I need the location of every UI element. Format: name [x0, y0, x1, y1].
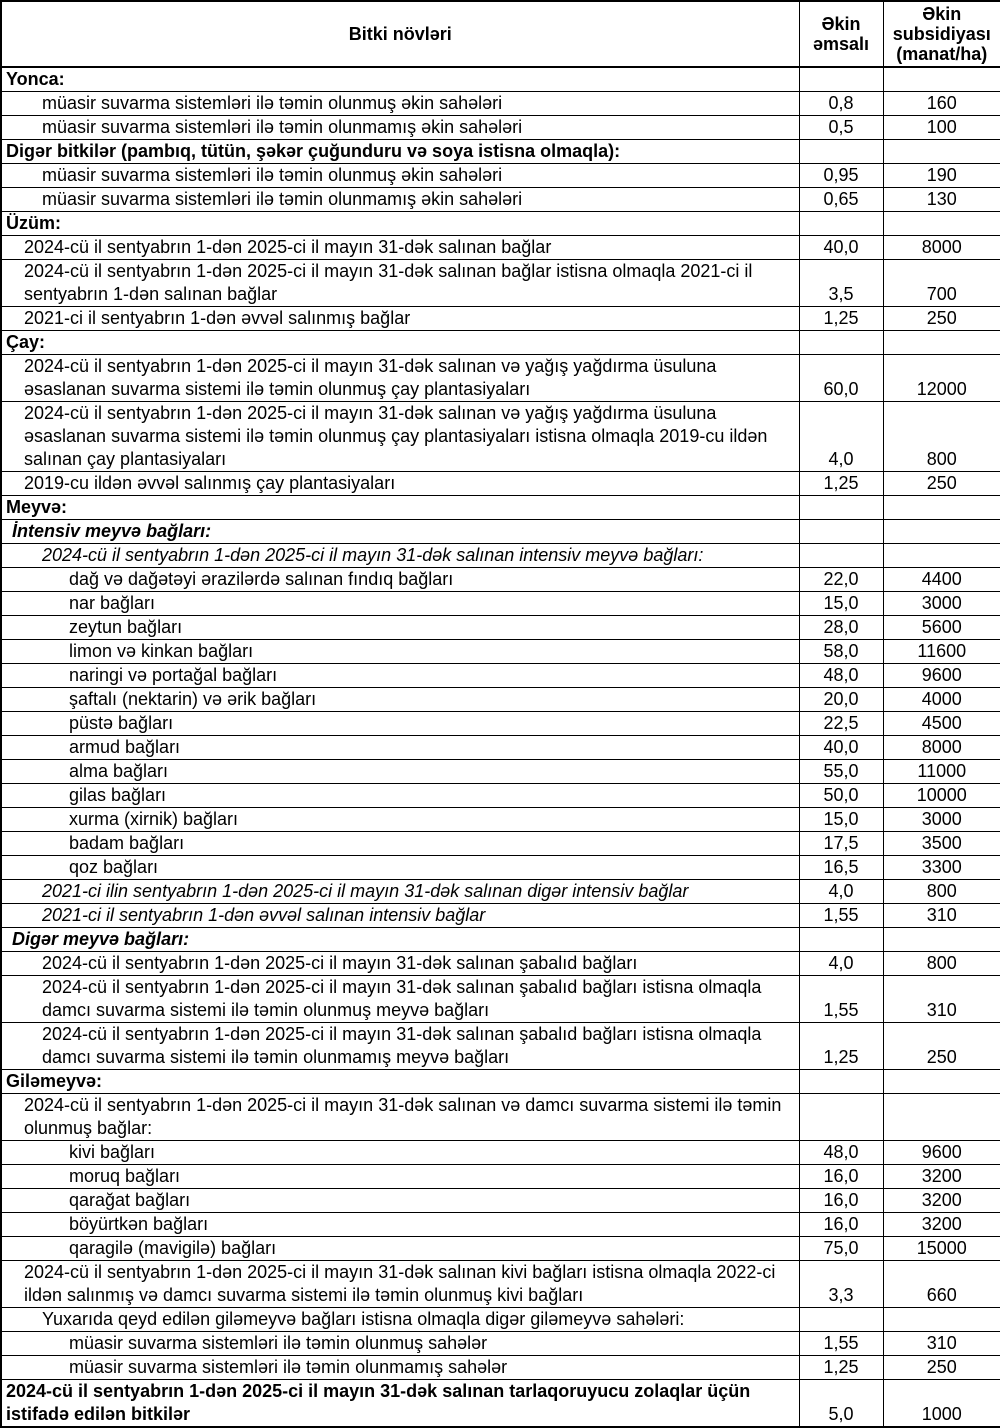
coefficient-cell	[799, 1094, 883, 1141]
coefficient-cell	[799, 496, 883, 520]
plant-type-cell: qarağat bağları	[1, 1189, 799, 1213]
subsidy-cell	[883, 520, 1000, 544]
plant-type-cell: limon və kinkan bağları	[1, 640, 799, 664]
subsidy-cell	[883, 928, 1000, 952]
plant-type-cell: Meyvə:	[1, 496, 799, 520]
coefficient-cell: 3,5	[799, 260, 883, 307]
subsidy-cell: 310	[883, 1332, 1000, 1356]
table-row	[1, 212, 1000, 236]
coefficient-cell: 20,0	[799, 688, 883, 712]
coefficient-cell: 0,65	[799, 188, 883, 212]
coefficient-cell: 0,8	[799, 92, 883, 116]
table-row	[1, 688, 1000, 712]
coefficient-cell	[799, 520, 883, 544]
coefficient-cell: 0,95	[799, 164, 883, 188]
coefficient-cell: 60,0	[799, 355, 883, 402]
subsidy-cell: 11000	[883, 760, 1000, 784]
plant-type-cell: 2024-cü il sentyabrın 1-dən 2025-ci il mayın 31-dək salınan bağlar istisna olmaqla 2021-ci il sentyabrın 1-dən salınan bağlar	[1, 260, 799, 307]
coefficient-cell: 48,0	[799, 664, 883, 688]
header-plant-types: Bitki növləri	[1, 1, 799, 67]
table-row	[1, 856, 1000, 880]
subsidy-cell	[883, 1070, 1000, 1094]
plant-type-cell: naringi və portağal bağları	[1, 664, 799, 688]
plant-type-cell: Digər meyvə bağları:	[1, 928, 799, 952]
subsidy-cell: 130	[883, 188, 1000, 212]
plant-type-cell: 2021-ci ilin sentyabrın 1-dən 2025-ci il mayın 31-dək salınan digər intensiv bağlar	[1, 880, 799, 904]
subsidy-cell	[883, 1308, 1000, 1332]
coefficient-cell: 15,0	[799, 592, 883, 616]
plant-type-cell: Digər bitkilər (pambıq, tütün, şəkər çuğunduru və soya istisna olmaqla):	[1, 140, 799, 164]
coefficient-cell	[799, 928, 883, 952]
plant-type-cell: Çay:	[1, 331, 799, 355]
subsidy-cell	[883, 544, 1000, 568]
table-row	[1, 92, 1000, 116]
subsidy-cell: 250	[883, 1023, 1000, 1070]
header-row	[1, 1, 1000, 67]
subsidy-cell: 310	[883, 976, 1000, 1023]
subsidy-cell: 3300	[883, 856, 1000, 880]
coefficient-cell: 1,25	[799, 307, 883, 331]
subsidy-cell: 660	[883, 1261, 1000, 1308]
table-row	[1, 1380, 1000, 1428]
table-row	[1, 712, 1000, 736]
coefficient-cell: 15,0	[799, 808, 883, 832]
table-row	[1, 67, 1000, 92]
plant-type-cell: armud bağları	[1, 736, 799, 760]
table-row	[1, 164, 1000, 188]
coefficient-cell: 40,0	[799, 736, 883, 760]
subsidy-cell	[883, 140, 1000, 164]
plant-type-cell: 2024-cü il sentyabrın 1-dən 2025-ci il mayın 31-dək salınan şabalıd bağları istisna olmaqla damcı suvarma sistemi ilə təmin olunmamış meyvə bağları	[1, 1023, 799, 1070]
coefficient-cell: 28,0	[799, 616, 883, 640]
subsidy-cell: 12000	[883, 355, 1000, 402]
subsidy-cell: 100	[883, 116, 1000, 140]
table-row	[1, 544, 1000, 568]
table-row	[1, 928, 1000, 952]
coefficient-cell	[799, 331, 883, 355]
table-row	[1, 1189, 1000, 1213]
plant-type-cell: 2019-cu ildən əvvəl salınmış çay plantasiyaları	[1, 472, 799, 496]
table-row	[1, 116, 1000, 140]
plant-type-cell: xurma (xirnik) bağları	[1, 808, 799, 832]
plant-type-cell: müasir suvarma sistemləri ilə təmin olunmamış əkin sahələri	[1, 116, 799, 140]
table-row	[1, 260, 1000, 307]
subsidy-cell: 3500	[883, 832, 1000, 856]
coefficient-cell: 1,25	[799, 472, 883, 496]
table-row	[1, 236, 1000, 260]
table-row	[1, 592, 1000, 616]
subsidy-cell: 3000	[883, 808, 1000, 832]
header-sowing-coefficient: Əkin əmsalı	[799, 1, 883, 67]
coefficient-cell: 5,0	[799, 1380, 883, 1428]
coefficient-cell: 55,0	[799, 760, 883, 784]
plant-type-cell: Üzüm:	[1, 212, 799, 236]
plant-type-cell: 2021-ci il sentyabrın 1-dən əvvəl salınmış bağlar	[1, 307, 799, 331]
coefficient-cell: 1,25	[799, 1023, 883, 1070]
coefficient-cell	[799, 544, 883, 568]
plant-type-cell: püstə bağları	[1, 712, 799, 736]
plant-type-cell: 2024-cü il sentyabrın 1-dən 2025-ci il mayın 31-dək salınan intensiv meyvə bağları:	[1, 544, 799, 568]
coefficient-cell	[799, 1070, 883, 1094]
coefficient-cell	[799, 212, 883, 236]
table-row	[1, 736, 1000, 760]
table-row	[1, 1308, 1000, 1332]
table-row	[1, 784, 1000, 808]
table-body	[1, 67, 1000, 1427]
coefficient-cell: 75,0	[799, 1237, 883, 1261]
subsidy-cell: 3200	[883, 1213, 1000, 1237]
table-row	[1, 1070, 1000, 1094]
plant-type-cell: alma bağları	[1, 760, 799, 784]
coefficient-cell: 3,3	[799, 1261, 883, 1308]
coefficient-cell: 0,5	[799, 116, 883, 140]
table-row	[1, 307, 1000, 331]
plant-type-cell: şaftalı (nektarin) və ərik bağları	[1, 688, 799, 712]
subsidy-cell: 190	[883, 164, 1000, 188]
subsidy-cell: 4500	[883, 712, 1000, 736]
coefficient-cell: 1,25	[799, 1356, 883, 1380]
subsidy-cell: 9600	[883, 664, 1000, 688]
table-row	[1, 760, 1000, 784]
subsidy-cell: 3200	[883, 1189, 1000, 1213]
table-header	[1, 1, 1000, 67]
plant-type-cell: 2024-cü il sentyabrın 1-dən 2025-ci il mayın 31-dək salınan və yağış yağdırma üsuluna əsaslanan suvarma sistemi ilə təmin olunmuş çay plantasiyaları istisna olmaqla 2019-cu ildən salınan çay plantasiyaları	[1, 402, 799, 472]
coefficient-cell: 48,0	[799, 1141, 883, 1165]
coefficient-cell: 1,55	[799, 904, 883, 928]
table-row	[1, 952, 1000, 976]
table-row	[1, 976, 1000, 1023]
subsidy-cell: 15000	[883, 1237, 1000, 1261]
table-row	[1, 355, 1000, 402]
coefficient-cell	[799, 67, 883, 92]
plant-type-cell: qoz bağları	[1, 856, 799, 880]
table-row	[1, 140, 1000, 164]
subsidy-cell: 4000	[883, 688, 1000, 712]
plant-type-cell: zeytun bağları	[1, 616, 799, 640]
table-row	[1, 1094, 1000, 1141]
subsidy-cell: 4400	[883, 568, 1000, 592]
plant-type-cell: 2024-cü il sentyabrın 1-dən 2025-ci il mayın 31-dək salınan və damcı suvarma sistemi ilə təmin olunmuş bağlar:	[1, 1094, 799, 1141]
plant-type-cell: Giləmeyvə:	[1, 1070, 799, 1094]
coefficient-cell: 50,0	[799, 784, 883, 808]
subsidy-cell: 8000	[883, 236, 1000, 260]
subsidy-cell	[883, 496, 1000, 520]
subsidy-cell: 9600	[883, 1141, 1000, 1165]
coefficient-cell: 16,5	[799, 856, 883, 880]
plant-type-cell: 2024-cü il sentyabrın 1-dən 2025-ci il mayın 31-dək salınan şabalıd bağları	[1, 952, 799, 976]
table-row	[1, 1023, 1000, 1070]
subsidy-cell: 3200	[883, 1165, 1000, 1189]
plant-type-cell: gilas bağları	[1, 784, 799, 808]
plant-type-cell: 2024-cü il sentyabrın 1-dən 2025-ci il mayın 31-dək salınan kivi bağları istisna olmaqla 2022-ci ildən salınmış və damcı suvarma sistemi ilə təmin olunmuş kivi bağları	[1, 1261, 799, 1308]
coefficient-cell: 1,55	[799, 976, 883, 1023]
subsidy-cell: 800	[883, 952, 1000, 976]
plant-type-cell: müasir suvarma sistemləri ilə təmin olunmuş sahələr	[1, 1332, 799, 1356]
plant-type-cell: dağ və dağətəyi ərazilərdə salınan fındıq bağları	[1, 568, 799, 592]
plant-type-cell: 2024-cü il sentyabrın 1-dən 2025-ci il mayın 31-dək salınan şabalıd bağları istisna olmaqla damcı suvarma sistemi ilə təmin olunmuş meyvə bağları	[1, 976, 799, 1023]
coefficient-cell: 16,0	[799, 1213, 883, 1237]
subsidy-cell: 250	[883, 472, 1000, 496]
plant-type-cell: badam bağları	[1, 832, 799, 856]
table-row	[1, 664, 1000, 688]
header-sowing-subsidy: Əkin subsidiyası (manat/ha)	[883, 1, 1000, 67]
subsidy-cell	[883, 331, 1000, 355]
plant-type-cell: nar bağları	[1, 592, 799, 616]
coefficient-cell: 17,5	[799, 832, 883, 856]
table-row	[1, 904, 1000, 928]
subsidy-cell: 310	[883, 904, 1000, 928]
plant-type-cell: qaragilə (mavigilə) bağları	[1, 1237, 799, 1261]
table-row	[1, 832, 1000, 856]
subsidy-cell: 1000	[883, 1380, 1000, 1428]
coefficient-cell: 22,0	[799, 568, 883, 592]
plant-type-cell: İntensiv meyvə bağları:	[1, 520, 799, 544]
subsidy-cell: 800	[883, 402, 1000, 472]
subsidy-cell: 800	[883, 880, 1000, 904]
coefficient-cell	[799, 140, 883, 164]
table-row	[1, 1165, 1000, 1189]
plant-type-cell: 2024-cü il sentyabrın 1-dən 2025-ci il mayın 31-dək salınan və yağış yağdırma üsuluna əsaslanan suvarma sistemi ilə təmin olunmuş çay plantasiyaları	[1, 355, 799, 402]
subsidy-cell	[883, 212, 1000, 236]
subsidy-cell	[883, 1094, 1000, 1141]
coefficient-cell: 16,0	[799, 1165, 883, 1189]
table-row	[1, 496, 1000, 520]
plant-type-cell: böyürtkən bağları	[1, 1213, 799, 1237]
coefficient-cell: 22,5	[799, 712, 883, 736]
plant-type-cell: Yuxarıda qeyd edilən giləmeyvə bağları istisna olmaqla digər giləmeyvə sahələri:	[1, 1308, 799, 1332]
plant-type-cell: 2024-cü il sentyabrın 1-dən 2025-ci il mayın 31-dək salınan bağlar	[1, 236, 799, 260]
subsidy-cell: 250	[883, 307, 1000, 331]
table-row	[1, 568, 1000, 592]
coefficient-cell: 4,0	[799, 880, 883, 904]
subsidy-cell: 160	[883, 92, 1000, 116]
plant-type-cell: müasir suvarma sistemləri ilə təmin olunmamış sahələr	[1, 1356, 799, 1380]
subsidy-cell	[883, 67, 1000, 92]
table-row	[1, 808, 1000, 832]
table-row	[1, 520, 1000, 544]
subsidy-cell: 8000	[883, 736, 1000, 760]
coefficient-cell: 4,0	[799, 952, 883, 976]
subsidy-cell: 700	[883, 260, 1000, 307]
table-row	[1, 1213, 1000, 1237]
coefficient-cell: 1,55	[799, 1332, 883, 1356]
subsidy-cell: 11600	[883, 640, 1000, 664]
table-row	[1, 1261, 1000, 1308]
table-row	[1, 402, 1000, 472]
table-row	[1, 188, 1000, 212]
table-row	[1, 1356, 1000, 1380]
plant-type-cell: 2021-ci il sentyabrın 1-dən əvvəl salınan intensiv bağlar	[1, 904, 799, 928]
coefficient-cell: 16,0	[799, 1189, 883, 1213]
table-row	[1, 331, 1000, 355]
table-row	[1, 1237, 1000, 1261]
subsidy-cell: 10000	[883, 784, 1000, 808]
table-row	[1, 472, 1000, 496]
plant-type-cell: moruq bağları	[1, 1165, 799, 1189]
table-row	[1, 616, 1000, 640]
table-row	[1, 640, 1000, 664]
coefficient-cell: 40,0	[799, 236, 883, 260]
coefficient-cell: 4,0	[799, 402, 883, 472]
plant-type-cell: Yonca:	[1, 67, 799, 92]
plant-type-cell: müasir suvarma sistemləri ilə təmin olunmamış əkin sahələri	[1, 188, 799, 212]
coefficient-cell	[799, 1308, 883, 1332]
plant-type-cell: müasir suvarma sistemləri ilə təmin olunmuş əkin sahələri	[1, 164, 799, 188]
plant-type-cell: müasir suvarma sistemləri ilə təmin olunmuş əkin sahələri	[1, 92, 799, 116]
subsidy-cell: 250	[883, 1356, 1000, 1380]
subsidy-cell: 5600	[883, 616, 1000, 640]
plant-type-cell: kivi bağları	[1, 1141, 799, 1165]
table-row	[1, 1141, 1000, 1165]
coefficient-cell: 58,0	[799, 640, 883, 664]
table-row	[1, 1332, 1000, 1356]
plant-type-cell: 2024-cü il sentyabrın 1-dən 2025-ci il mayın 31-dək salınan tarlaqoruyucu zolaqlar üçün istifadə edilən bitkilər	[1, 1380, 799, 1428]
table-row	[1, 880, 1000, 904]
subsidy-cell: 3000	[883, 592, 1000, 616]
